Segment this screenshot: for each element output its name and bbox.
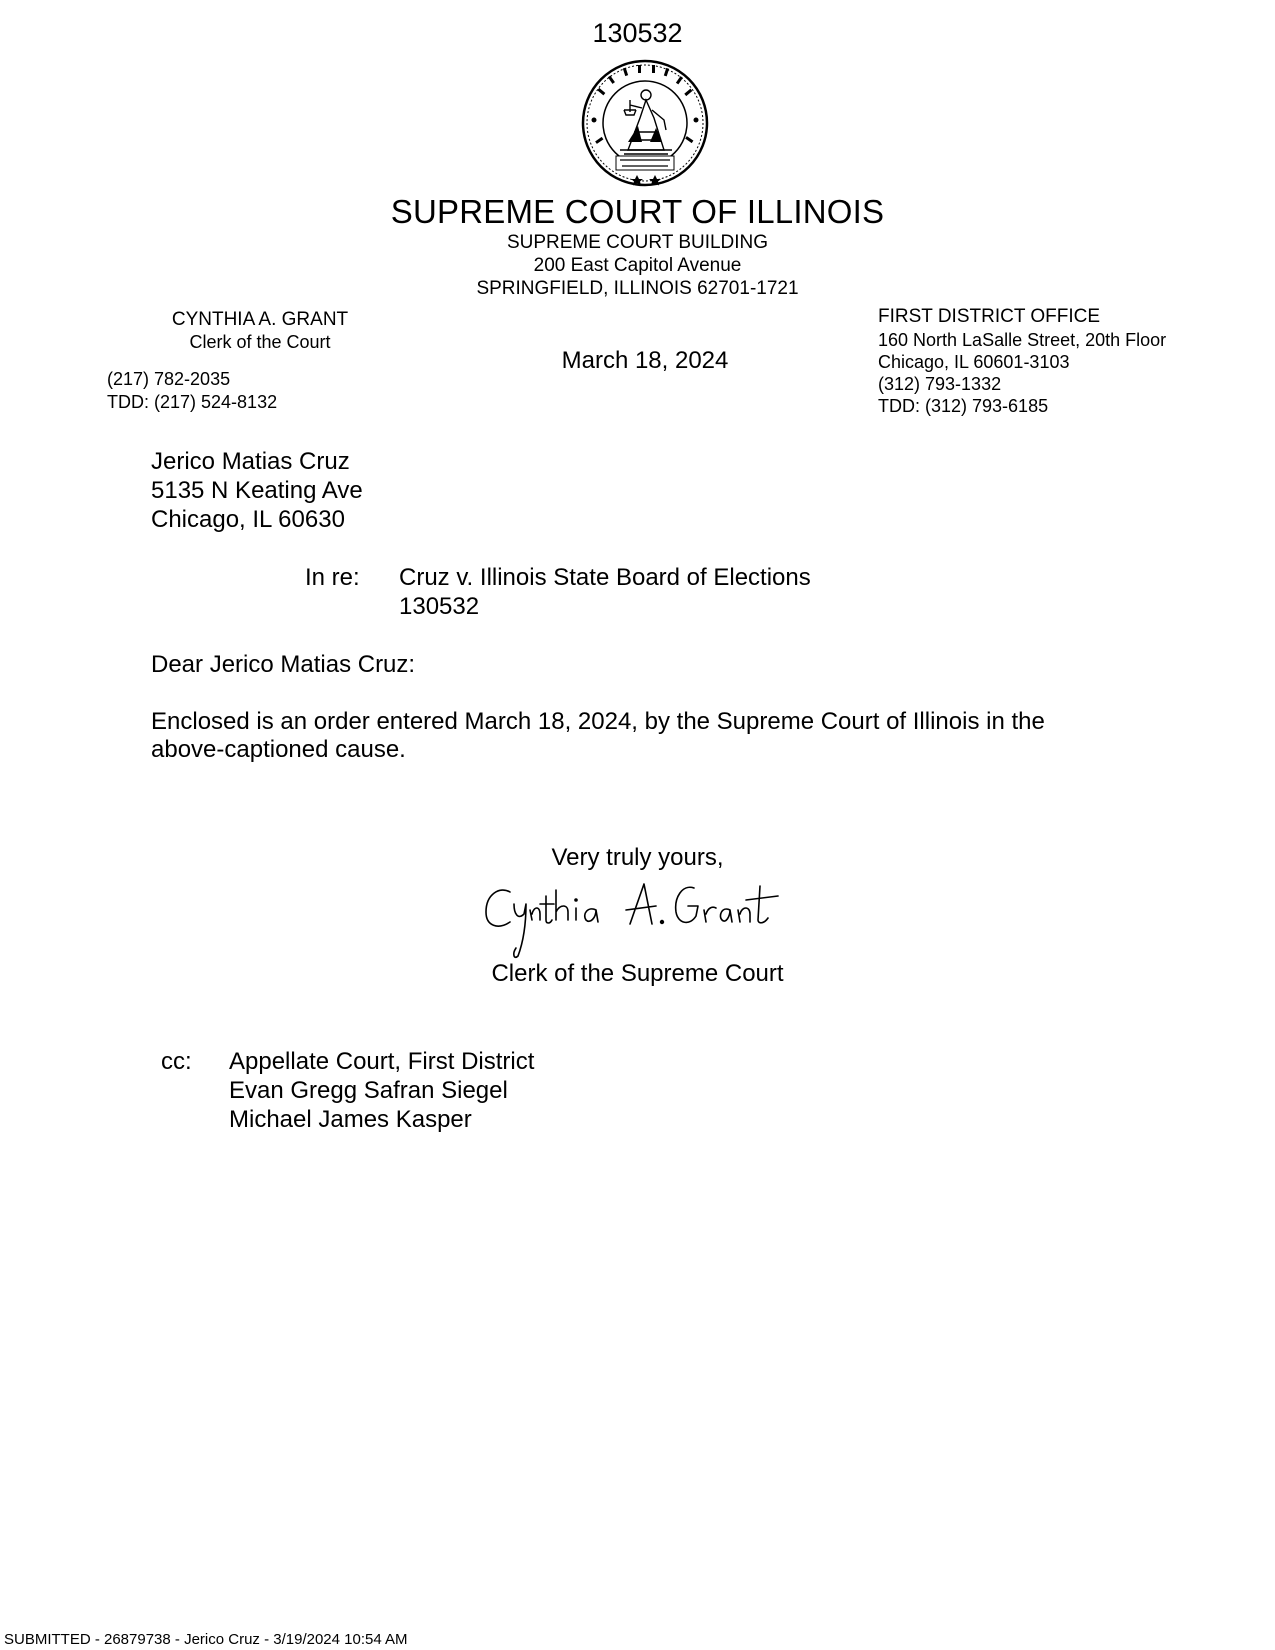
recipient-name: Jerico Matias Cruz — [151, 448, 350, 475]
submission-stamp: SUBMITTED - 26879738 - Jerico Cruz - 3/19/2024 10:54 AM — [4, 1631, 408, 1648]
signature-image — [480, 870, 800, 960]
signature-title: Clerk of the Supreme Court — [491, 960, 784, 987]
recipient-city: Chicago, IL 60630 — [151, 506, 345, 533]
court-name: SUPREME COURT OF ILLINOIS — [390, 193, 885, 230]
court-street: 200 East Capitol Avenue — [533, 255, 742, 276]
cc-recipient: Michael James Kasper — [229, 1106, 472, 1133]
clerk-title: Clerk of the Court — [189, 332, 331, 352]
cc-recipient: Appellate Court, First District — [229, 1048, 535, 1075]
case-number-header: 130532 — [592, 18, 683, 48]
in-re-label: In re: — [305, 564, 360, 591]
clerk-phone: (217) 782-2035 — [107, 369, 231, 389]
court-city: SPRINGFIELD, ILLINOIS 62701-1721 — [476, 278, 799, 299]
closing: Very truly yours, — [551, 844, 724, 871]
first-district-city: Chicago, IL 60601-3103 — [878, 352, 1070, 372]
first-district-phone: (312) 793-1332 — [878, 374, 1002, 394]
court-seal-icon — [580, 58, 710, 188]
first-district-title: FIRST DISTRICT OFFICE — [878, 306, 1101, 327]
clerk-name: CYNTHIA A. GRANT — [171, 309, 349, 330]
first-district-street: 160 North LaSalle Street, 20th Floor — [878, 330, 1167, 350]
first-district-tdd: TDD: (312) 793-6185 — [878, 396, 1049, 416]
in-re-case-title: Cruz v. Illinois State Board of Elections — [399, 564, 811, 591]
salutation: Dear Jerico Matias Cruz: — [151, 651, 416, 678]
letter-body: Enclosed is an order entered March 18, 2024, by the Supreme Court of Illinois in the above-captioned cause. — [151, 708, 1045, 763]
in-re-case-number: 130532 — [399, 593, 480, 620]
letter-date: March 18, 2024 — [561, 347, 729, 374]
clerk-tdd: TDD: (217) 524-8132 — [107, 392, 278, 412]
cc-recipient: Evan Gregg Safran Siegel — [229, 1077, 508, 1104]
cc-label: cc: — [161, 1048, 192, 1075]
court-building: SUPREME COURT BUILDING — [506, 232, 769, 253]
recipient-street: 5135 N Keating Ave — [151, 477, 363, 504]
